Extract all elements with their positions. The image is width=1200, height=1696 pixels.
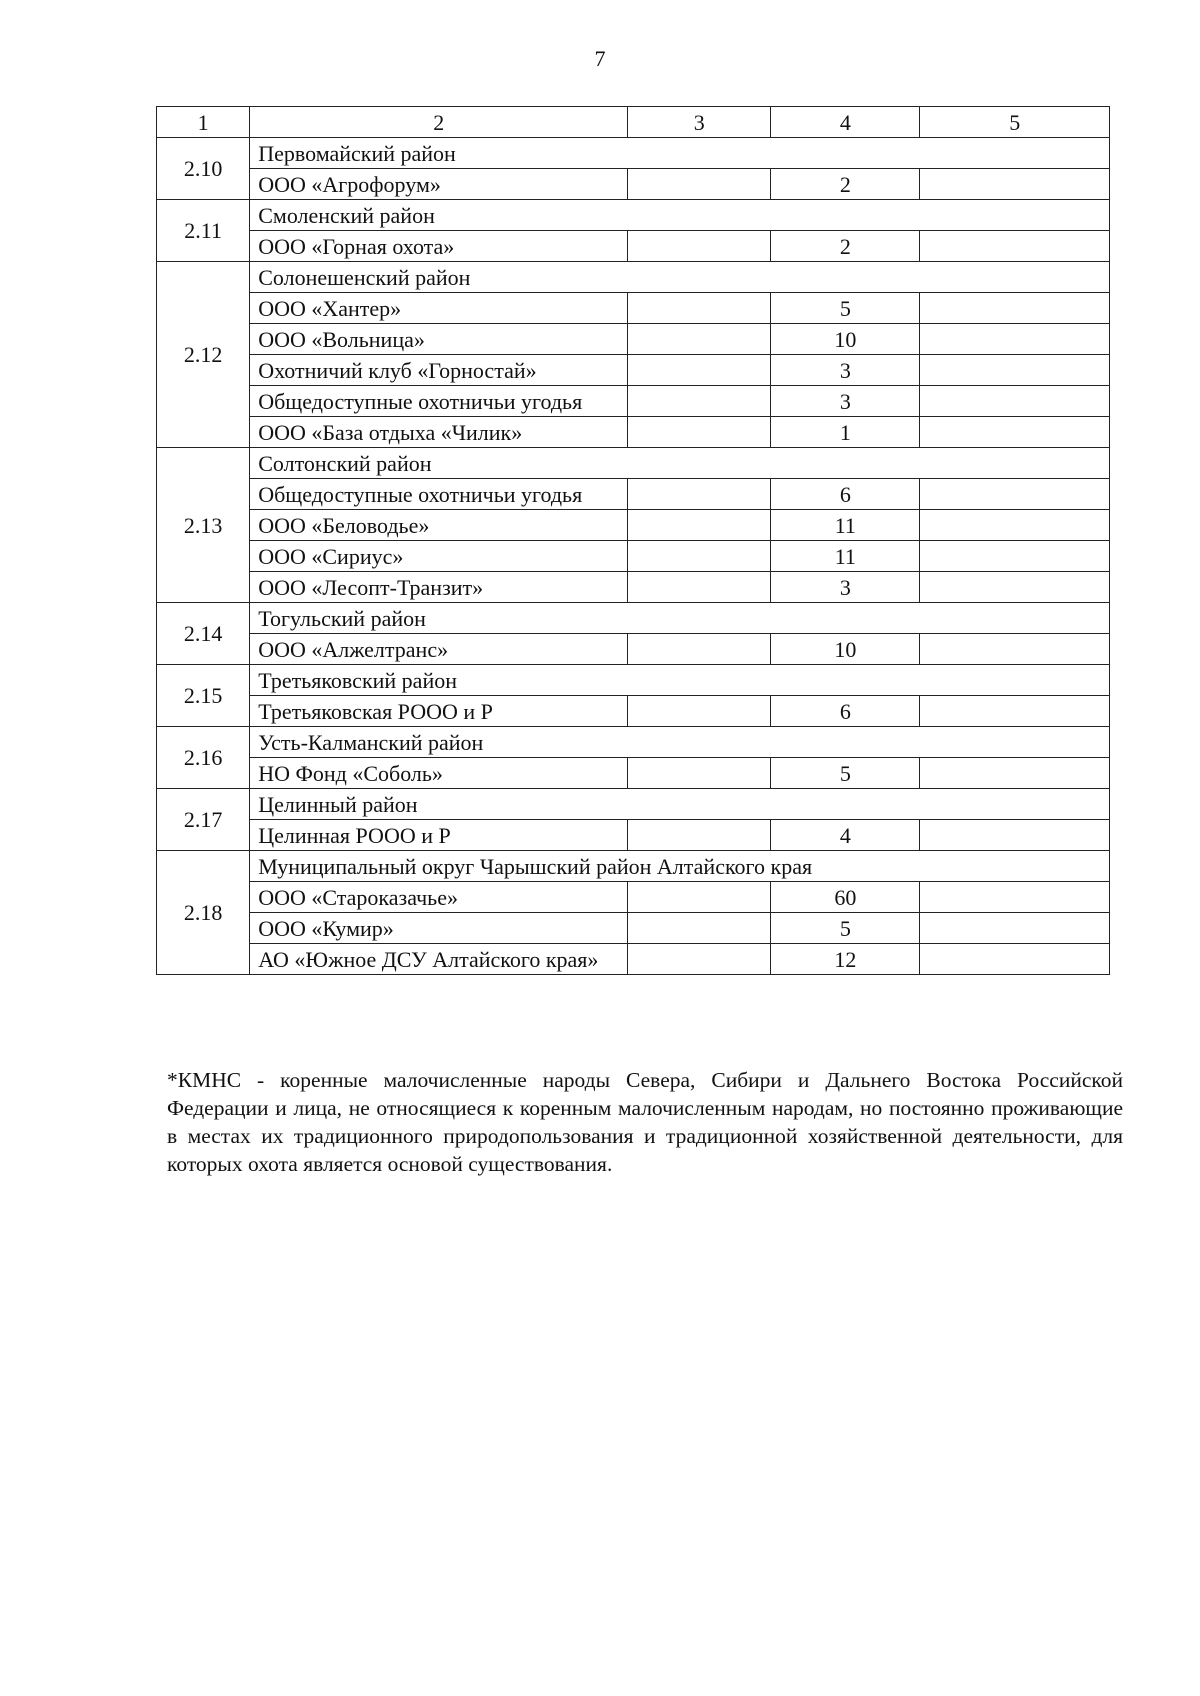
section-number: 2.17 <box>157 789 250 851</box>
district-row <box>157 448 1110 479</box>
table-row <box>157 510 1110 541</box>
cell-col3 <box>628 231 771 262</box>
cell-col5 <box>920 913 1110 944</box>
cell-col5 <box>920 820 1110 851</box>
cell-col3 <box>628 820 771 851</box>
column-header-3: 3 <box>628 107 771 138</box>
column-header-1: 1 <box>157 107 250 138</box>
organization-name: ООО «Хантер» <box>250 293 628 324</box>
cell-col4: 4 <box>771 820 920 851</box>
organization-name: НО Фонд «Соболь» <box>250 758 628 789</box>
cell-col3 <box>628 696 771 727</box>
district-name: Смоленский район <box>250 200 1110 231</box>
table-row <box>157 231 1110 262</box>
cell-col5 <box>920 758 1110 789</box>
district-row <box>157 603 1110 634</box>
cell-col4: 11 <box>771 510 920 541</box>
cell-col3 <box>628 882 771 913</box>
cell-col4: 10 <box>771 324 920 355</box>
cell-col3 <box>628 944 771 975</box>
district-row <box>157 727 1110 758</box>
cell-col5 <box>920 634 1110 665</box>
district-name: Третьяковский район <box>250 665 1110 696</box>
cell-col5 <box>920 386 1110 417</box>
section-number: 2.11 <box>157 200 250 262</box>
cell-col5 <box>920 944 1110 975</box>
cell-col4: 12 <box>771 944 920 975</box>
organization-name: ООО «Староказачье» <box>250 882 628 913</box>
cell-col4: 5 <box>771 758 920 789</box>
cell-col5 <box>920 541 1110 572</box>
cell-col5 <box>920 572 1110 603</box>
cell-col4: 2 <box>771 231 920 262</box>
cell-col5 <box>920 231 1110 262</box>
organization-name: ООО «Сириус» <box>250 541 628 572</box>
table-row <box>157 293 1110 324</box>
organization-name: ООО «Вольница» <box>250 324 628 355</box>
district-row <box>157 665 1110 696</box>
table-row <box>157 417 1110 448</box>
cell-col5 <box>920 479 1110 510</box>
section-number: 2.18 <box>157 851 250 975</box>
page-number: 7 <box>594 46 606 71</box>
section-number: 2.14 <box>157 603 250 665</box>
cell-col4: 10 <box>771 634 920 665</box>
table-row <box>157 479 1110 510</box>
district-row <box>157 200 1110 231</box>
cell-col3 <box>628 510 771 541</box>
hunting-quota-table <box>156 106 1110 975</box>
district-row <box>157 851 1110 882</box>
column-header-2: 2 <box>250 107 628 138</box>
district-row <box>157 138 1110 169</box>
cell-col5 <box>920 355 1110 386</box>
cell-col4: 6 <box>771 479 920 510</box>
cell-col4: 3 <box>771 386 920 417</box>
cell-col3 <box>628 324 771 355</box>
table-row <box>157 386 1110 417</box>
cell-col3 <box>628 572 771 603</box>
cell-col4: 5 <box>771 293 920 324</box>
cell-col4: 11 <box>771 541 920 572</box>
footnote: *КМНС - коренные малочисленные народы Севера, Сибири и Дальнего Востока Российской Федерации и лица, не относящиеся к коренным малочисленным народам, но постоянно проживающие в местах их традиционного природопользования и традиционной хозяйственной деятельности, для которых охота является основой существования. <box>167 1068 1123 1176</box>
organization-name: ООО «Беловодье» <box>250 510 628 541</box>
cell-col5 <box>920 324 1110 355</box>
district-name: Муниципальный округ Чарышский район Алтайского края <box>250 851 1110 882</box>
table-row <box>157 324 1110 355</box>
cell-col5 <box>920 417 1110 448</box>
district-name: Первомайский район <box>250 138 1110 169</box>
section-number: 2.10 <box>157 138 250 200</box>
cell-col4: 2 <box>771 169 920 200</box>
district-name: Целинный район <box>250 789 1110 820</box>
section-number: 2.13 <box>157 448 250 603</box>
table-row <box>157 696 1110 727</box>
organization-name: ООО «Лесопт-Транзит» <box>250 572 628 603</box>
cell-col3 <box>628 758 771 789</box>
table-row <box>157 913 1110 944</box>
organization-name: ООО «Кумир» <box>250 913 628 944</box>
cell-col5 <box>920 510 1110 541</box>
cell-col3 <box>628 479 771 510</box>
table-row <box>157 169 1110 200</box>
organization-name: Целинная РООО и Р <box>250 820 628 851</box>
table-row <box>157 820 1110 851</box>
organization-name: ООО «База отдыха «Чилик» <box>250 417 628 448</box>
organization-name: ООО «Горная охота» <box>250 231 628 262</box>
organization-name: Третьяковская РООО и Р <box>250 696 628 727</box>
cell-col3 <box>628 355 771 386</box>
column-header-5: 5 <box>920 107 1110 138</box>
table-row <box>157 758 1110 789</box>
cell-col4: 60 <box>771 882 920 913</box>
table-header-row <box>157 107 1110 138</box>
table-row <box>157 572 1110 603</box>
cell-col5 <box>920 293 1110 324</box>
cell-col4: 5 <box>771 913 920 944</box>
organization-name: ООО «Агрофорум» <box>250 169 628 200</box>
organization-name: Общедоступные охотничьи угодья <box>250 479 628 510</box>
district-row <box>157 789 1110 820</box>
table-row <box>157 944 1110 975</box>
cell-col4: 3 <box>771 572 920 603</box>
organization-name: АО «Южное ДСУ Алтайского края» <box>250 944 628 975</box>
cell-col5 <box>920 169 1110 200</box>
column-header-4: 4 <box>771 107 920 138</box>
cell-col3 <box>628 169 771 200</box>
cell-col4: 1 <box>771 417 920 448</box>
cell-col3 <box>628 913 771 944</box>
cell-col3 <box>628 634 771 665</box>
organization-name: Общедоступные охотничьи угодья <box>250 386 628 417</box>
cell-col5 <box>920 882 1110 913</box>
section-number: 2.15 <box>157 665 250 727</box>
cell-col3 <box>628 293 771 324</box>
district-name: Усть-Калманский район <box>250 727 1110 758</box>
cell-col5 <box>920 696 1110 727</box>
district-name: Солонешенский район <box>250 262 1110 293</box>
table-row <box>157 355 1110 386</box>
organization-name: ООО «Алжелтранс» <box>250 634 628 665</box>
cell-col4: 3 <box>771 355 920 386</box>
cell-col3 <box>628 417 771 448</box>
cell-col4: 6 <box>771 696 920 727</box>
section-number: 2.12 <box>157 262 250 448</box>
cell-col3 <box>628 541 771 572</box>
table-row <box>157 882 1110 913</box>
organization-name: Охотничий клуб «Горностай» <box>250 355 628 386</box>
district-name: Тогульский район <box>250 603 1110 634</box>
district-name: Солтонский район <box>250 448 1110 479</box>
district-row <box>157 262 1110 293</box>
table-row <box>157 541 1110 572</box>
table-row <box>157 634 1110 665</box>
cell-col3 <box>628 386 771 417</box>
section-number: 2.16 <box>157 727 250 789</box>
